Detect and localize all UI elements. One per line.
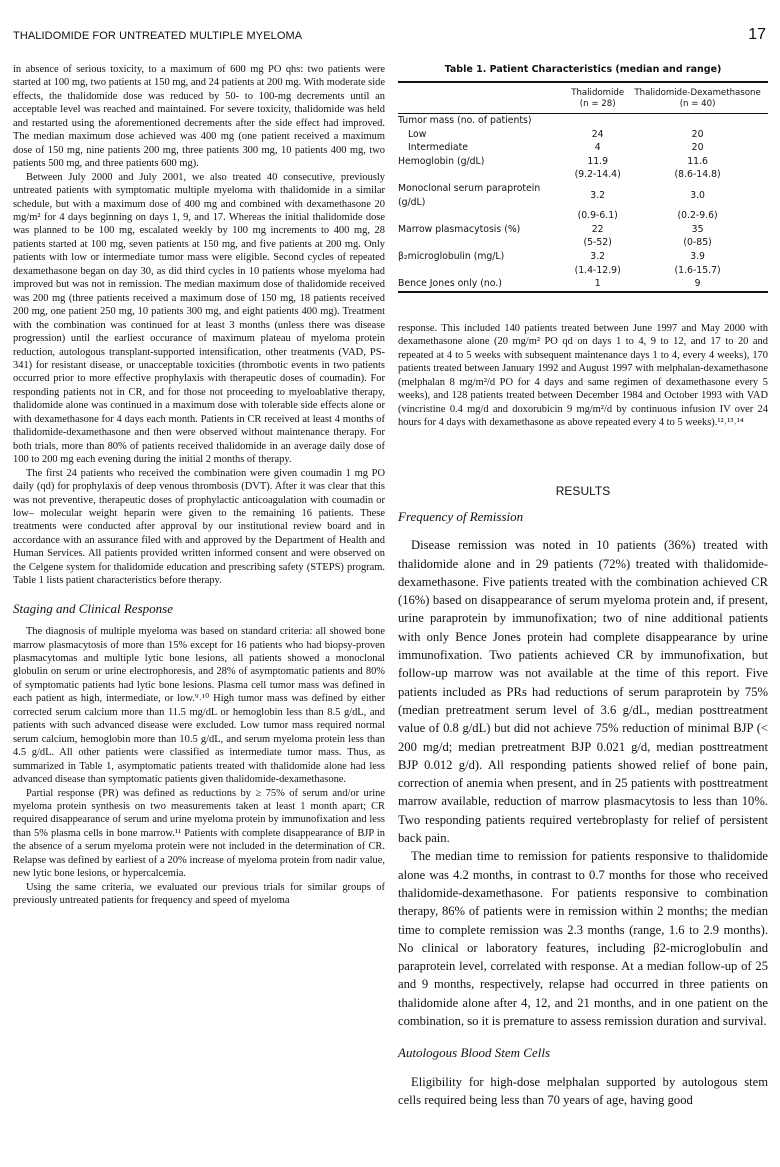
paragraph: response. This included 140 patients treated between June 1997 and May 2000 with dexamethasone alone (20 mg/m² PO qd on days 1 to 4, 9 to 12, and 17 to 20 and repeated at 4 to 5 weeks with subsequent maintenance days 1 to 4, every 4 weeks), 170 patients treated between January 1992 and August 1997 with melphalan-dexamethasone (melphalan 8 mg/m²/d PO for 4 days and same regimen of dexamethasone every 5 weeks), and 128 patients treated between December 1984 and October 1993 with VAD (vincristine 0.4 mg/d and doxorubicin 9 mg/m²/d by continuous infusion IV over 24 hours for 4 days with dexamethasone as above repeated every 4 to 5 weeks).¹²˒¹³˒¹⁴ [398, 323, 768, 429]
thalidomide-value: (9.2-14.4) [574, 169, 621, 181]
table-row [398, 223, 768, 237]
paragraph: Partial response (PR) was defined as reductions by ≥ 75% of serum and/or urine myeloma protein synthesis on two measurements taken at least 1 month apart; CR required disappearance of serum and urine myeloma protein by immunofixation and less than 5% plasma cells in bone marrow.¹¹ Patients with complete disappearance of BJP in the absence of a serum myeloma protein were not included in the determination of CR. Relapse was defined by earliest of a 20% increase of myeloma protein from nadir value, new lytic bone lesions, or hypercalcemia. [13, 787, 385, 880]
thal-dex-value: 35 [691, 223, 704, 235]
paragraph: The median time to remission for patients responsive to thalidomide alone was 4.2 months, in contrast to 0.7 months for those who received thalidomide-dexamethasone. For patients responsive to combination therapy, 86% of patients were in remission within 2 months; the median time to complete remission was 2.3 months (range, 1.6 to 2.9 months). No clinical or laboratory features, including β2-microglobulin and paraprotein level, correlated with response. At a median follow-up of 25 and 9 months, respectively, relapse had occurred in three patients on thalidomide alone after 4, 12, and 21 months, and in one patient on the combination, so it is premature to assess remission duration and survival. [398, 849, 768, 1029]
thalidomide-value: 3.2 [590, 189, 606, 201]
thalidomide-value: 22 [591, 223, 604, 235]
thalidomide-value: (1.4-12.9) [574, 264, 621, 276]
thal-dex-value [627, 114, 768, 128]
row-label [398, 264, 568, 278]
paragraph: Eligibility for high-dose melphalan supported by autologous stem cells required being less than 70 years of age, having good [398, 1074, 768, 1107]
thal-dex-value: (8.6-14.8) [674, 169, 721, 181]
running-title: THALIDOMIDE FOR UNTREATED MULTIPLE MYELOMA [13, 30, 303, 42]
table-row [398, 264, 768, 278]
table-row [398, 182, 768, 209]
page-number: 17 [748, 26, 766, 43]
table-header-blank [398, 82, 568, 114]
table-row [398, 141, 768, 155]
thalidomide-value: 11.9 [587, 155, 609, 167]
heading-autologous-stem-cells: Autologous Blood Stem Cells [398, 1045, 551, 1061]
left-column [13, 63, 385, 908]
row-label [398, 209, 568, 223]
thal-dex-value: 3.0 [690, 189, 705, 201]
table-row [398, 250, 768, 264]
row-label: Low [408, 128, 427, 140]
thal-dex-value: 9 [694, 278, 701, 290]
thal-dex-value: (1.6-15.7) [674, 264, 721, 276]
thalidomide-value: (0.9-6.1) [577, 210, 618, 222]
paragraph: in absence of serious toxicity, to a maximum of 600 mg PO qhs: two patients were started at 100 mg, two patients at 150 mg, and 24 patients at 200 mg. With moderate side effects, the thalidomide dose was reduced by 50- to 100-mg decrements until an acceptable level was reached and maintained. For severe toxicity, thalidomide was held and restarted using the aforementioned decrements after the side effect had improved. The median maximum dose achieved was 400 mg (one patient received a maximum dose of 150 mg, nine patients 200 mg, three patients 300 mg, 10 patients 400 mg, two patients 500 mg, and three patients 600 mg). [13, 64, 385, 170]
table-header-thalidomide: Thalidomide (n = 28) [568, 82, 627, 114]
table-header-thal-dex: Thalidomide-Dexamethasone (n = 40) [627, 82, 768, 114]
paragraph: The diagnosis of multiple myeloma was based on standard criteria: all showed bone marrow plasmacytosis of more than 15% except for 16 patients who had biopsy-proven plasmacytomas and multiple lytic bone lesions, all patients showed a monoclonal globulin on serum or urine electrophoresis, and 28% of asymptomatic patients and 80% of symptomatic patients had lytic bone lesions. Plasma cell tumor mass was defined in each patient as high, intermediate, or low.⁹˒¹⁰ High tumor mass was defined by either corrected serum calcium more than 11.5 mg/dL or hemoglobin less than 8.5 g/dL, and patients with such advanced disease were excluded. Low tumor mass required normal serum calcium, hemoglobin more than 10.5 g/dL, and serum myeloma protein less than 4.5 g/dL. All other patients were classified as intermediate tumor mass. Thus, as summarized in Table 1, asymptomatic patients treated with thalidomide alone had less advanced disease than symptomatic patients given thalidomide-dexamethasone. [13, 626, 385, 786]
right-column-results [398, 500, 768, 1109]
table-caption: Table 1. Patient Characteristics (median and range) [444, 64, 722, 75]
thalidomide-value [568, 114, 627, 128]
thal-dex-value: (0-85) [683, 237, 712, 249]
table-row [398, 155, 768, 169]
thalidomide-value: 1 [594, 278, 601, 290]
thal-dex-value: 11.6 [687, 155, 708, 167]
paragraph: The first 24 patients who received the combination were given coumadin 1 mg PO daily (qd) for prophylaxis of deep venous thrombosis (DVT). After it was clear that this was not preventive, therapeutic doses of prophylactic anticoagulation with coumadin or low– molecular weight heparin were given to the remaining 16 patients. These treatments were conducted after approval by our institutional review board and in accordance with an assurance filed with and approved by the Department of Health and Human Services. All patients provided written informed consent and were observed on the Celgene system for thalidomide education and prescribing safety (STEPS) program. Table 1 lists patient characteristics before therapy. [13, 467, 385, 587]
row-label: Bence Jones only (no.) [398, 278, 502, 290]
row-label: β₂microglobulin (mg/L) [398, 250, 505, 262]
row-label [398, 236, 568, 250]
section-heading-staging: Staging and Clinical Response [13, 600, 173, 616]
paragraph: Using the same criteria, we evaluated our previous trials for similar groups of previously untreated patients for frequency and speed of myeloma [13, 881, 385, 907]
heading-frequency-of-remission: Frequency of Remission [398, 509, 524, 524]
thal-dex-value: 20 [691, 142, 704, 154]
right-column-top [398, 322, 768, 430]
thal-dex-value: (0.2-9.6) [677, 210, 718, 222]
thal-dex-value: 20 [691, 128, 704, 140]
table-row [398, 209, 768, 223]
row-label: Intermediate [408, 142, 468, 154]
thalidomide-value: 3.2 [590, 250, 606, 262]
row-label: Marrow plasmacytosis (%) [398, 223, 521, 235]
row-label: Hemoglobin (g/dL) [398, 155, 485, 167]
row-label: Tumor mass (no. of patients) [398, 115, 532, 126]
patient-characteristics-table [398, 81, 768, 293]
row-label: Monoclonal serum paraprotein (g/dL) [398, 182, 541, 208]
row-label [398, 168, 568, 182]
results-heading: RESULTS [555, 484, 611, 498]
paragraph: Between July 2000 and July 2001, we also treated 40 consecutive, previously untreated patients with symptomatic multiple myeloma with thalidomide in a similar schedule, but with a maximum dose of 400 mg and combined with dexamethasone 20 mg/m² for 4 days beginning on days 1, 9, and 17. Whereas the initial thalidomide dose was planned to be 100 mg, escalated weekly by 100 mg increments to 400 mg, 28 patients started at 100 mg, seven patients at 150 mg, and five patients at 200 mg. Only patients with low or intermediate tumor mass were eligible. Second cycles of repeated dexamethasone began on day 30, as did third cycles in 10 patients whose myeloma had improved but was not in remission. The median maximum dose of thalidomide received was 200 mg (three patients received a maximum dose of 150 mg, 18 patients received 200 mg, one patient 250 mg, 10 patients 300 mg, and eight patients 400 mg). Treatment with the combination was continued for at least 3 months (unless there was disease progression) until the earliest occurance of maximum plateau of myeloma protein reduction, autologous transplant-supported intensification, other treatments (VAD, PS-341) for resistant disease, or unacceptable toxicities (thrombotic events in two patients occurred prior to more effective prophylaxis with therapeutic doses of coumadin). For responding patients not in CR, and for those not proceeding to myeloablative therapy, thalidomide alone was continued in a maximum dose with tolerable side effects alone or with dexamethasone for 4 days each month. Patients in CR received at least 4 months of thalidomide-dexamethasone and then were observed without maintenance therapy. For both trials, more than 80% of patients received thalidomide in an average daily dose of 100 to 200 mg each evening during the initial 2 months of therapy. [13, 171, 385, 466]
paragraph: Disease remission was noted in 10 patients (36%) treated with thalidomide alone and in 29 patients (72%) treated with thalidomide-dexamethasone. Five patients treated with the combination achieved CR (16%) based on disappearance of serum myeloma protein and, if present, urine paraprotein by immunofixation; two of nine additional patients with only Bence Jones protein had complete disappearance by urine immunofixation. Two patients achieved CR by immunofixation, but follow-up marrow was not available at the time of this report. Five patients included as PRs had reductions of serum paraprotein by 75% (median pretreatment serum level of 3.6 g/dL, median posttreatment value of 0.8 g/dL) but did not achieve 75% reduction of minimal BJP (< 200 mg/d; median pretreatment BJP 0.021 g/d, median posttreatment BJP 0.012 g/d). All responding patients showed relief of bone pain, correction of anemia when present, and in 25 patients with posttreatment marrow available, reduction of marrow plasmacytosis to less than 10%. Two responding patients required vertebroplasty for relief of persistent back pain. [398, 538, 768, 846]
table-row [398, 114, 768, 128]
table-row [398, 128, 768, 142]
thalidomide-value: 24 [591, 128, 604, 140]
table-row [398, 236, 768, 250]
table-row [398, 277, 768, 292]
table-row [398, 168, 768, 182]
thal-dex-value: 3.9 [690, 250, 705, 262]
thalidomide-value: (5-52) [583, 237, 612, 249]
table-1 [398, 64, 768, 293]
thalidomide-value: 4 [594, 142, 601, 154]
